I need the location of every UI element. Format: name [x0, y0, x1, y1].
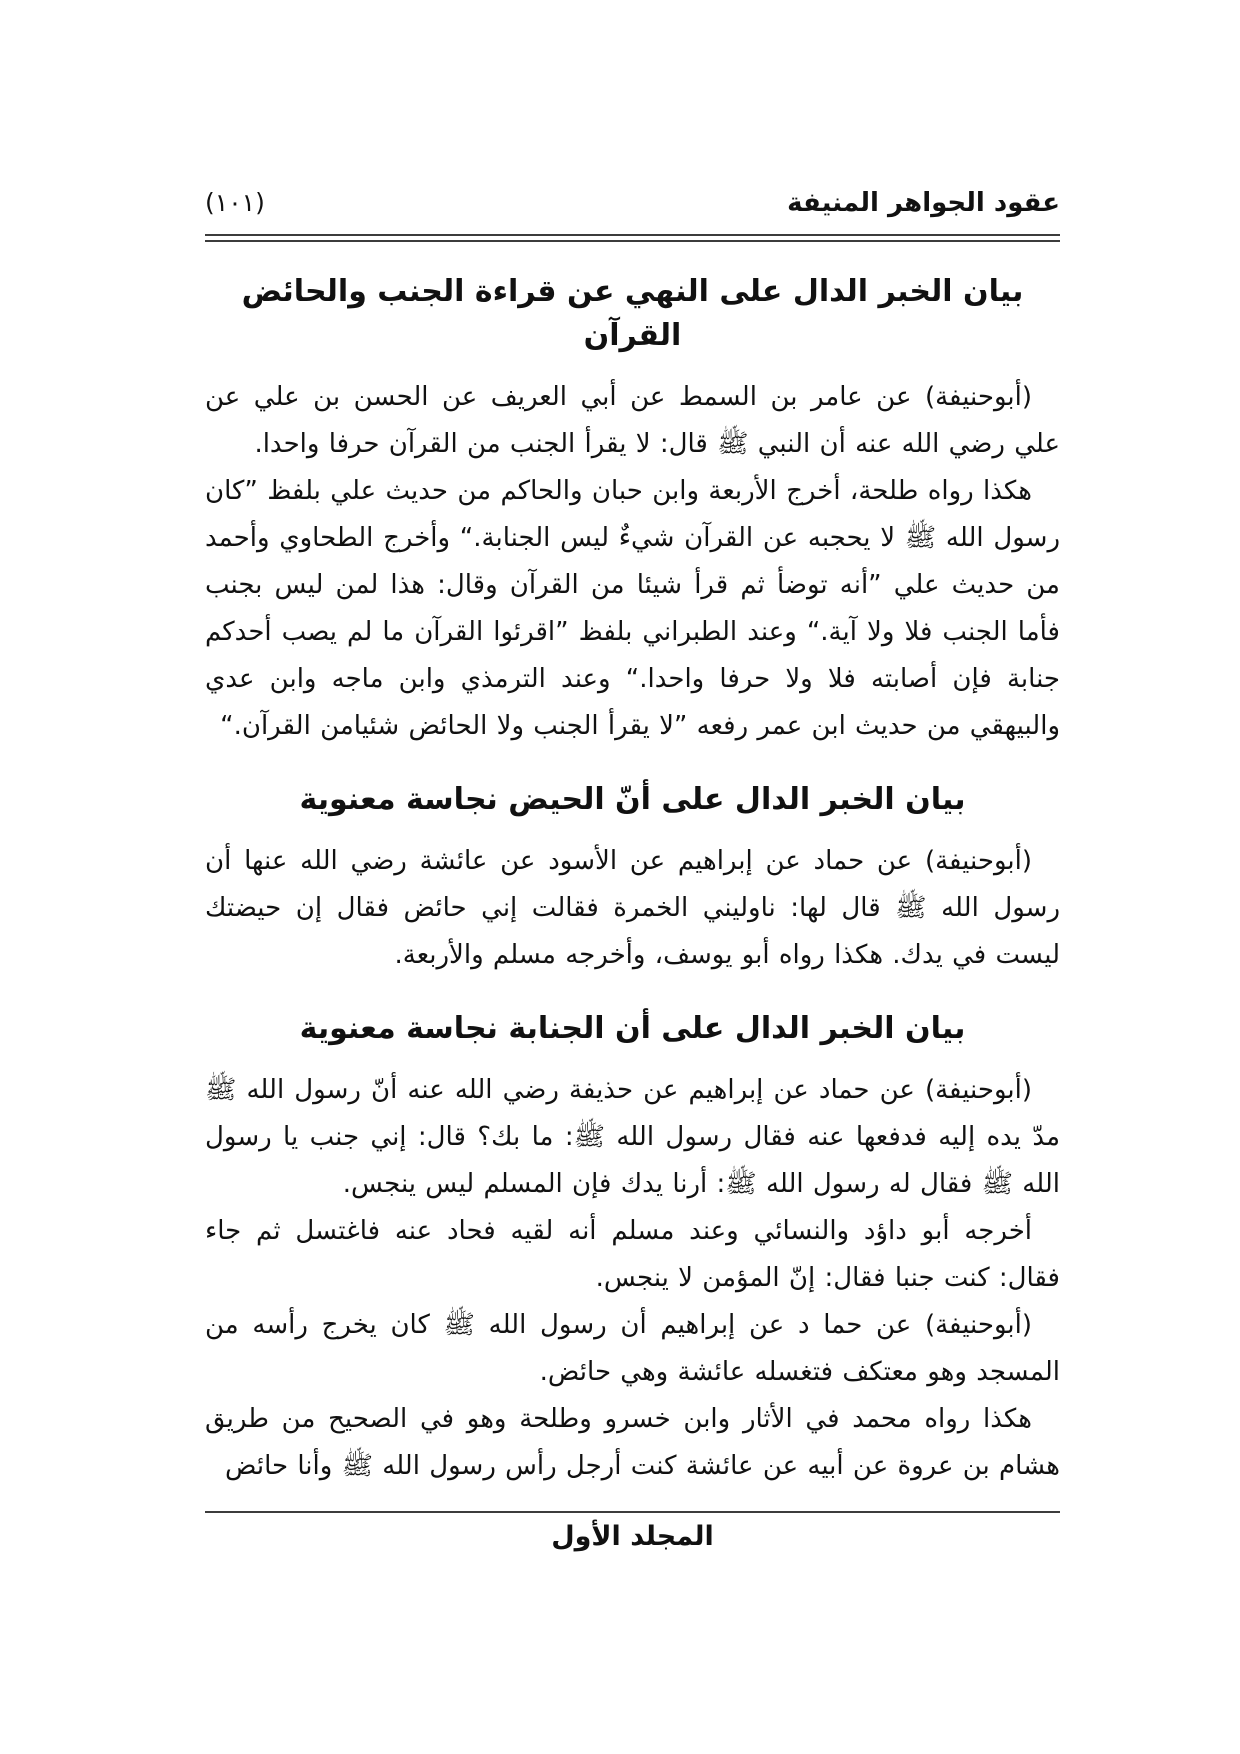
paragraph: (أبوحنيفة) عن عامر بن السمط عن أبي العريف عن الحسن بن علي عن علي رضي الله عنه أن النبي ﷺ قال: لا يقرأ الجنب من القرآن حرفا واحدا. — [205, 382, 1060, 459]
paragraph: هكذا رواه طلحة، أخرج الأربعة وابن حبان والحاكم من حديث علي بلفظ ”كان رسول الله ﷺ لا يحجبه عن القرآن شيءٌ ليس الجنابة.“ وأخرج الطحاوي وأحمد من حديث علي ”أنه توضأ ثم قرأ شيئا من القرآن وقال: هذا لمن ليس بجنب فأما الجنب فلا ولا آية.“ وعند الطبراني بلفظ ”اقرئوا القرآن ما لم يصب أحدكم جنابة فإن أصابته فلا ولا حرفا واحدا.“ وعند الترمذي وابن ماجه وابن عدي والبيهقي من حديث ابن عمر رفعه ”لا يقرأ الجنب ولا الحائض شئيامن القرآن.“ — [205, 476, 1060, 741]
header-divider — [205, 234, 1060, 242]
page-number: (١٠١) — [205, 188, 265, 217]
section-heading: بيان الخبر الدال على أنّ الحيض نجاسة معنوية — [299, 782, 966, 817]
page-header — [205, 186, 1060, 220]
volume-label: المجلد الأول — [551, 1521, 714, 1552]
paragraph: (أبوحنيفة) عن حماد عن إبراهيم عن الأسود عن عائشة رضي الله عنها أن رسول الله ﷺ قال لها: ناوليني الخمرة فقالت إني حائض فقال إن حيضتك ليست في يدك. هكذا رواه أبو يوسف، وأخرجه مسلم والأربعة. — [205, 846, 1060, 970]
page-footer — [205, 1511, 1060, 1552]
paragraph: أخرجه أبو داؤد والنسائي وعند مسلم أنه لقيه فحاد عنه فاغتسل ثم جاء فقال: كنت جنبا فقال: إنّ المؤمن لا ينجس. — [205, 1216, 1060, 1293]
section-heading: بيان الخبر الدال على أن الجنابة نجاسة معنوية — [299, 1011, 966, 1046]
book-title: عقود الجواهر المنيفة — [787, 188, 1060, 218]
section-heading: بيان الخبر الدال على النهي عن قراءة الجنب والحائض القرآن — [241, 274, 1024, 353]
paragraph: هكذا رواه محمد في الأثار وابن خسرو وطلحة وهو في الصحيح من طريق هشام بن عروة عن أبيه عن عائشة كنت أرجل رأس رسول الله ﷺ وأنا حائض — [205, 1404, 1060, 1481]
paragraph: (أبوحنيفة) عن حماد عن إبراهيم عن حذيفة رضي الله عنه أنّ رسول الله ﷺ مدّ يده إليه فدفعها عنه فقال رسول الله ﷺ: ما بك؟ قال: إني جنب يا رسول الله ﷺ فقال له رسول الله ﷺ: أرنا يدك فإن المسلم ليس ينجس. — [205, 1075, 1060, 1199]
paragraph: (أبوحنيفة) عن حما د عن إبراهيم أن رسول الله ﷺ كان يخرج رأسه من المسجد وهو معتكف فتغسله عائشة وهي حائض. — [205, 1310, 1060, 1387]
page-content — [205, 0, 1060, 1490]
